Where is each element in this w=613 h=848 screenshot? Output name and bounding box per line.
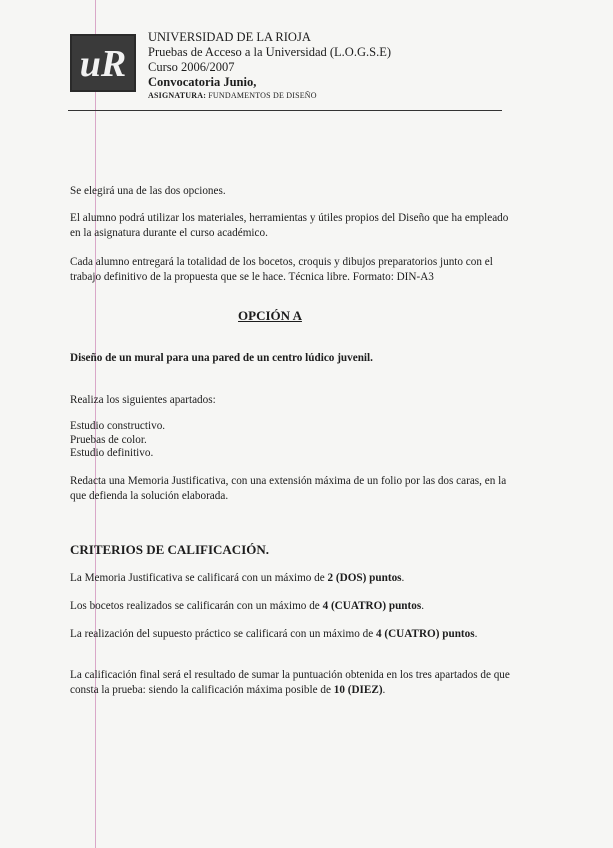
criterion-text: Los bocetos realizados se calificarán con un máximo de [70,600,323,612]
memoria-instruction: Redacta una Memoria Justificativa, con una extensión máxima de un folio por las dos caras, en la que defienda la solución elaborada. [70,475,507,502]
criterion-end: . [474,628,478,640]
criterion-end: . [401,572,405,584]
instruction: Realiza los siguientes apartados: [70,394,216,406]
subject-value: FUNDAMENTOS DE DISEÑO [208,91,317,100]
intro-deliver: Cada alumno entregará la totalidad de los bocetos, croquis y dibujos preparatorios junto con el trabajo definitivo de la propuesta que se le hace. Técnica libre. Formato: DIN-A3 [70,256,493,283]
criterion-text: La realización del supuesto práctico se calificará con un máximo de [70,628,376,640]
criterion-end: . [421,600,424,612]
list-item: Estudio constructivo. [70,420,166,432]
list-item: Pruebas de color. [70,433,147,446]
task-list [70,420,165,461]
criterion-text: La calificación final será el resultado de sumar la puntuación obtenida en los tres apartados de que consta la prueba: siendo la calificación máxima posible de [70,669,510,696]
course-year: Curso 2006/2007 [148,60,235,74]
header-divider [68,110,502,111]
criterion-points: 10 (DIEZ) [333,684,383,696]
list-item: Estudio definitivo. [70,447,154,459]
university-name: UNIVERSIDAD DE LA RIOJA [148,30,311,44]
logo-text: uR [79,43,127,85]
exam-session: Convocatoria Junio, [148,75,257,89]
criterion-end: . [382,684,386,696]
subject-line [148,90,508,102]
option-a-title: OPCIÓN A [238,308,302,323]
criteria-title: CRITERIOS DE CALIFICACIÓN. [70,542,270,557]
criterion-text: La Memoria Justificativa se calificará con un máximo de [70,572,328,584]
university-logo [70,34,136,92]
criterion-points: 4 (CUATRO) puntos [375,628,475,640]
criterion-points: 4 (CUATRO) puntos [322,600,422,612]
criterion-3 [70,627,510,642]
intro-materials: El alumno podrá utilizar los materiales, herramientas y útiles propios del Diseño que ha empleado en la asignatura durante el curso académico. [70,212,509,239]
mural-statement: Diseño de un mural para una pared de un centro lúdico juvenil. [70,352,373,364]
intro-choose: Se elegirá una de las dos opciones. [70,185,226,197]
header [148,30,508,102]
criterion-1 [70,571,510,586]
subject-label: ASIGNATURA: [148,91,207,100]
exam-name: Pruebas de Acceso a la Universidad (L.O.G.S.E) [148,45,391,59]
criterion-2 [70,599,510,614]
criterion-4 [70,668,510,698]
criterion-points: 2 (DOS) puntos [327,572,402,584]
